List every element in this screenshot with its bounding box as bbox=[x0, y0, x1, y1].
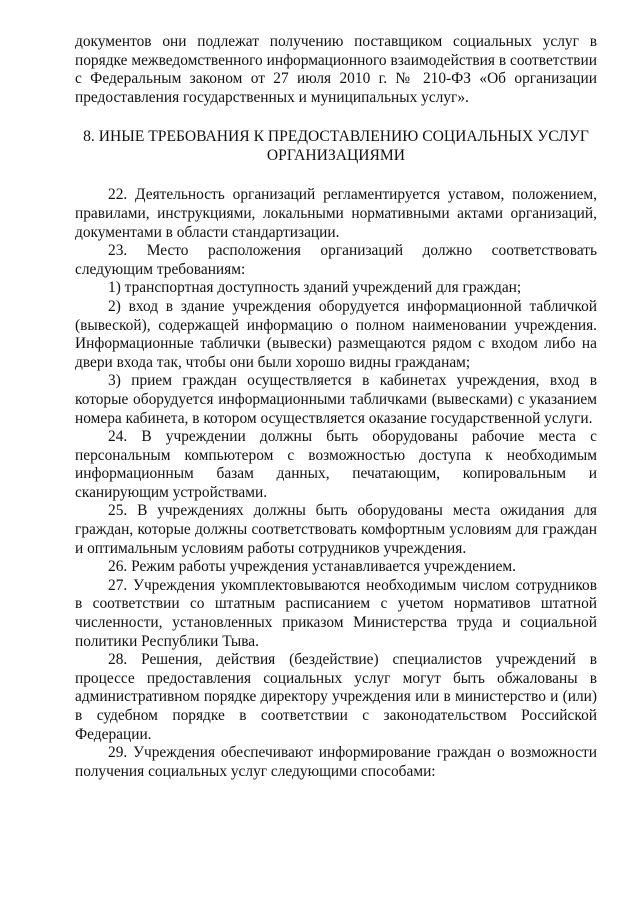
list-item-1: 1) транспортная доступность зданий учреждений для граждан; bbox=[108, 279, 522, 297]
paragraph-23: 23. Место расположения организаций должно соответствовать следующим требованиям: bbox=[75, 242, 597, 278]
list-item-3: 3) прием граждан осуществляется в кабинетах учреждения, вход в которые оборудуется информационными табличками (вывесками) с указанием номера кабинета, в котором осуществляется оказание государственной услуги. bbox=[75, 372, 597, 427]
section-heading-line-2: ОРГАНИЗАЦИЯМИ bbox=[266, 147, 406, 165]
intro-paragraph: документов они подлежат получению поставщиком социальных услуг в порядке межведомственного информационного взаимодействия в соответствии с Федеральным законом от 27 июля 2010 г. № 210-ФЗ «Об организации предоставления государственных и муниципальных услуг». bbox=[75, 33, 597, 106]
paragraph-22: 22. Деятельность организаций регламентируется уставом, положением, правилами, инструкциями, локальными нормативными актами организаций, документами в области стандартизации. bbox=[75, 186, 597, 241]
paragraph-26: 26. Режим работы учреждения устанавливается учреждением. bbox=[108, 558, 517, 576]
paragraph-28: 28. Решения, действия (бездействие) специалистов учреждений в процессе предоставления социальных услуг могут быть обжалованы в административном порядке директору учреждения или в министерство и (или) в судебном порядке в соответствии с законодательством Российской Федерации. bbox=[75, 651, 597, 743]
paragraph-25: 25. В учреждениях должны быть оборудованы места ожидания для граждан, которые должны соответствовать комфортным условиям для граждан и оптимальным условиям работы сотрудников учреждения. bbox=[75, 502, 597, 557]
document-body bbox=[75, 33, 597, 781]
section-heading bbox=[75, 127, 597, 165]
paragraph-29: 29. Учреждения обеспечивают информирование граждан о возможности получения социальных услуг следующими способами: bbox=[75, 744, 597, 780]
section-heading-line-1: 8. ИНЫЕ ТРЕБОВАНИЯ К ПРЕДОСТАВЛЕНИЮ СОЦИАЛЬНЫХ УСЛУГ bbox=[83, 128, 589, 146]
list-item-2: 2) вход в здание учреждения оборудуется информационной табличкой (вывеской), содержащей информацию о полном наименовании учреждения. Информационные таблички (вывески) размещаются рядом с входом либо на двери входа так, чтобы они были хорошо видны гражданам; bbox=[75, 297, 597, 371]
paragraph-24: 24. В учреждении должны быть оборудованы рабочие места с персональным компьютером с возможностью доступа к необходимым информационным базам данных, печатающим, копировальным и сканирующим устройствами. bbox=[75, 428, 597, 501]
paragraph-27: 27. Учреждения укомплектовываются необходимым числом сотрудников в соответствии со штатным расписанием с учетом нормативов штатной численности, установленных приказом Министерства труда и социальной политики Республики Тыва. bbox=[75, 576, 597, 650]
